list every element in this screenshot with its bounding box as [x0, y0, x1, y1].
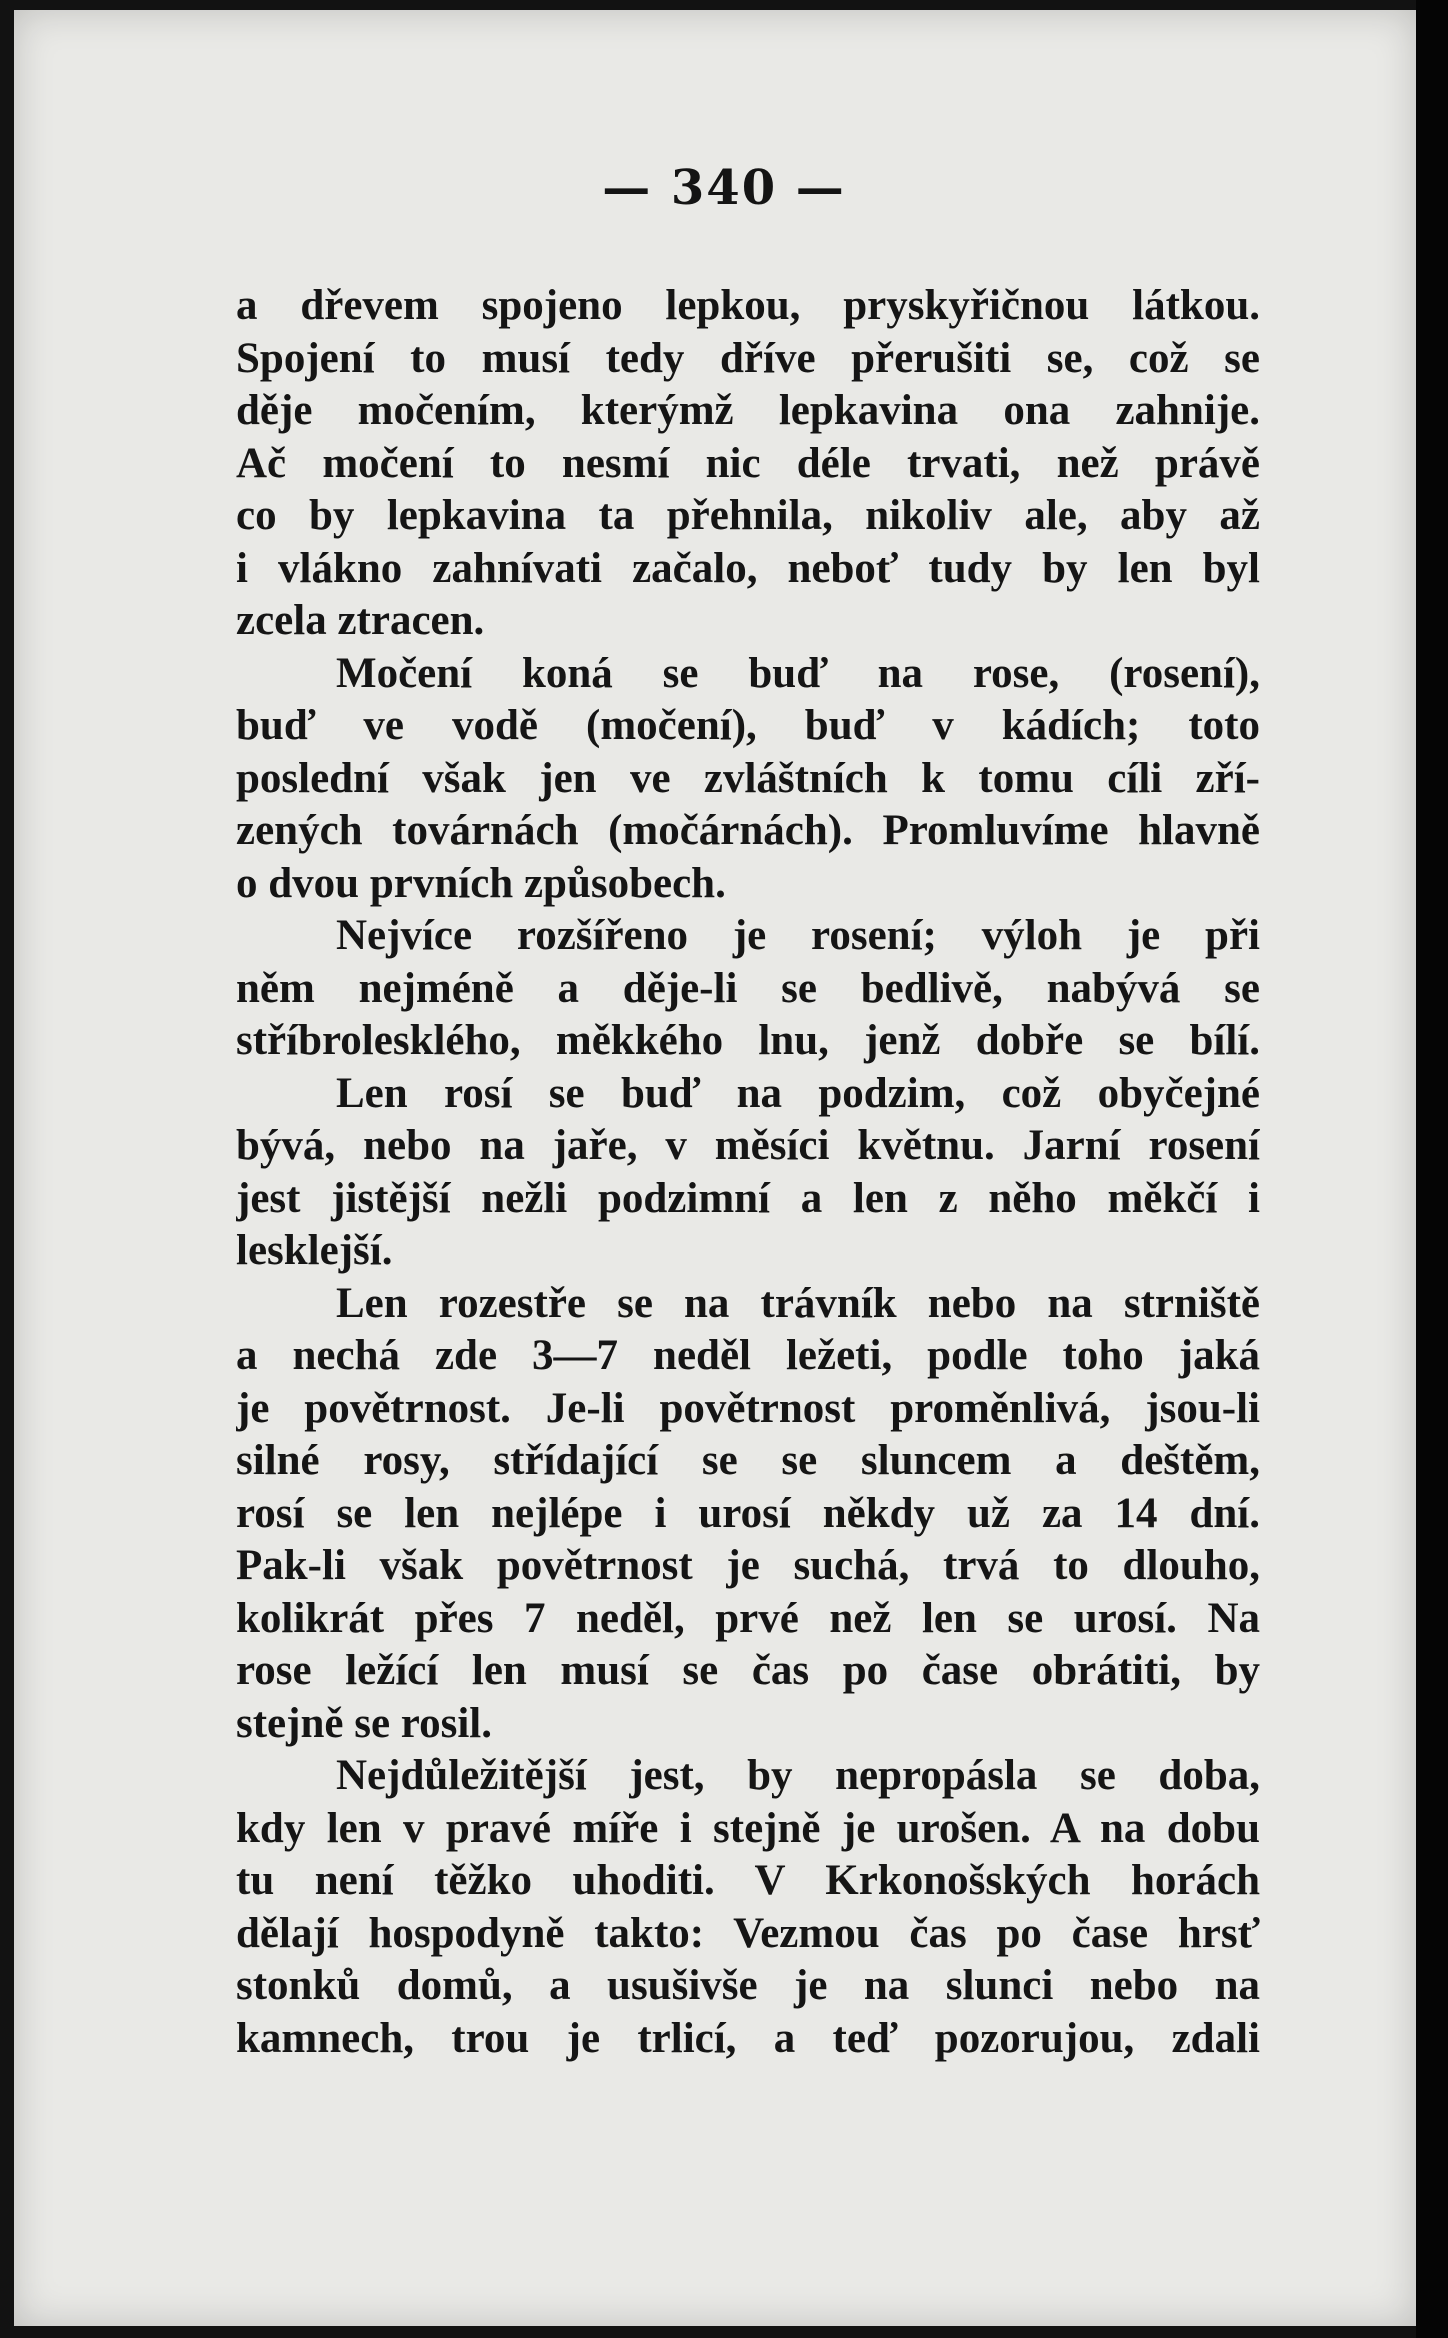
text-line: lesklejší.	[236, 1227, 393, 1274]
scan-edge	[1416, 0, 1448, 2338]
text-line: stejně se rosil.	[236, 1699, 492, 1747]
text-line: něm nejméně a děje-li se bedlivě, nabývá se	[236, 964, 1260, 1012]
text-line: je povětrnost. Je-li povětrnost proměnlivá, jsou-li	[236, 1384, 1260, 1432]
text-line: stříbrolesklého, měkkého lnu, jenž dobře se bílí.	[236, 1017, 1260, 1064]
text-line: co by lepkavina ta přehnila, nikoliv ale, aby až	[236, 492, 1260, 539]
text-line: zcela ztracen.	[236, 597, 485, 644]
text-line: a nechá zde 3—7 neděl ležeti, podle toho jaká	[236, 1332, 1260, 1379]
page-number: — 340 —	[602, 160, 846, 216]
text-line: Pak-li však povětrnost je suchá, trvá to dlouho,	[236, 1542, 1260, 1589]
text-line: Spojení to musí tedy dříve přerušiti se, což se	[236, 334, 1260, 382]
text-line: Nejvíce rozšířeno je rosení; výloh je při	[336, 912, 1260, 959]
text-line: i vlákno zahnívati začalo, neboť tudy by len byl	[236, 544, 1260, 592]
text-line: stonků domů, a usušivše je na slunci nebo na	[236, 1962, 1260, 2009]
text-line: a dřevem spojeno lepkou, pryskyřičnou látkou.	[236, 282, 1260, 329]
text-line: rosí se len nejlépe i urosí někdy už za 14 dní.	[236, 1489, 1260, 1537]
text-line: Len rozestře se na trávník nebo na strniště	[336, 1279, 1260, 1327]
text-line: děje močením, kterýmž lepkavina ona zahnije.	[236, 387, 1260, 434]
text-line: rose ležící len musí se čas po čase obrátiti, by	[236, 1647, 1260, 1694]
text-line: buď ve vodě (močení), buď v kádích; toto	[236, 702, 1260, 749]
text-line: bývá, nebo na jaře, v měsíci květnu. Jarní rosení	[236, 1122, 1260, 1169]
text-line: poslední však jen ve zvláštních k tomu cíli zří-	[236, 754, 1260, 802]
text-line: zených továrnách (močárnách). Promluvíme hlavně	[236, 807, 1260, 854]
text-line: kamnech, trou je trlicí, a teď pozorujou, zdali	[236, 2014, 1260, 2062]
text-line: Nejdůležitější jest, by nepropásla se doba,	[336, 1752, 1260, 1799]
text-line: kolikrát přes 7 neděl, prvé než len se urosí. Na	[236, 1594, 1260, 1642]
text-line: Ač močení to nesmí nic déle trvati, než právě	[236, 439, 1260, 487]
text-line: Len rosí se buď na podzim, což obyčejné	[336, 1069, 1260, 1117]
text-line: dělají hospodyně takto: Vezmou čas po čase hrsť	[236, 1909, 1260, 1957]
text-line: tu není těžko uhoditi. V Krkonošských horách	[236, 1857, 1260, 1904]
text-line: silné rosy, střídající se se sluncem a deštěm,	[236, 1437, 1260, 1484]
text-line: jest jistější nežli podzimní a len z něho měkčí i	[236, 1174, 1260, 1222]
text-line: o dvou prvních způsobech.	[236, 859, 726, 907]
text-line: Močení koná se buď na rose, (rosení),	[336, 649, 1260, 697]
body-text	[236, 280, 1260, 2065]
text-line: kdy len v pravé míře i stejně je urošen. A na dobu	[236, 1804, 1260, 1852]
